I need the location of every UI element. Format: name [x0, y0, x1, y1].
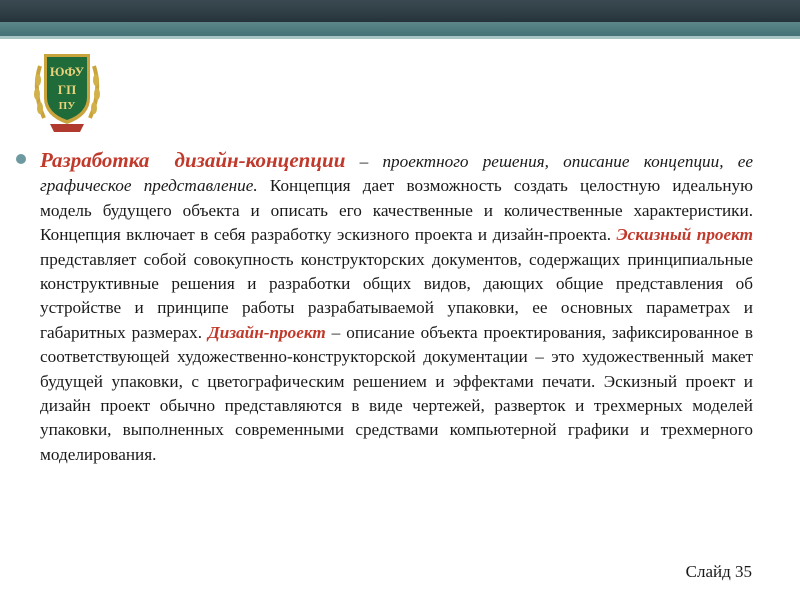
term-sketch-project: Эскизный проект: [616, 225, 753, 245]
svg-text:ГП: ГП: [57, 82, 77, 97]
main-paragraph: [40, 148, 753, 467]
paragraph-text-1: Концепция дает возможность создать целостную идеальную модель будущего объекта и описать его качественные и количественные характеристики. Концепция включает в себя разработку эскизного проекта и дизайн-проекта.: [40, 176, 753, 245]
term-design-concept: Разработка дизайн-концепции: [40, 148, 346, 172]
bullet-point: [16, 154, 26, 164]
svg-text:ЮФУ: ЮФУ: [49, 64, 85, 79]
term-design-concept-definition: – проектного решения, описание концепции, ее графическое представление.: [40, 152, 754, 196]
paragraph-text-2: представляет собой совокупность конструкторских документов, содержащих принципиальные конструктивные решения и разработки общих видов, дающих общие представления об устройстве и принципе работы разрабатываемой упаковки, ее основных параметрах и габаритных размерах.: [40, 249, 753, 342]
term-design-project: Дизайн-проект: [208, 322, 326, 342]
university-emblem-icon: [30, 46, 104, 136]
paragraph-text-3: – описание объекта проектирования, зафиксированное в соответствующей художественно-конструкторской документации – это художественный макет будущей упаковки, с цветографическим решением и эффектами печати. Эскизный проект и дизайн проект обычно представляются в виде чертежей, разверток и трехмерных моделей упаковки, выполненных современными средствами компьютерной графики и трехмерного моделирования.: [40, 322, 753, 464]
header-stripe-highlight: [0, 36, 800, 39]
slide-number: Слайд 35: [685, 562, 752, 581]
svg-text:ПУ: ПУ: [58, 100, 76, 112]
header-bar: [0, 0, 800, 22]
